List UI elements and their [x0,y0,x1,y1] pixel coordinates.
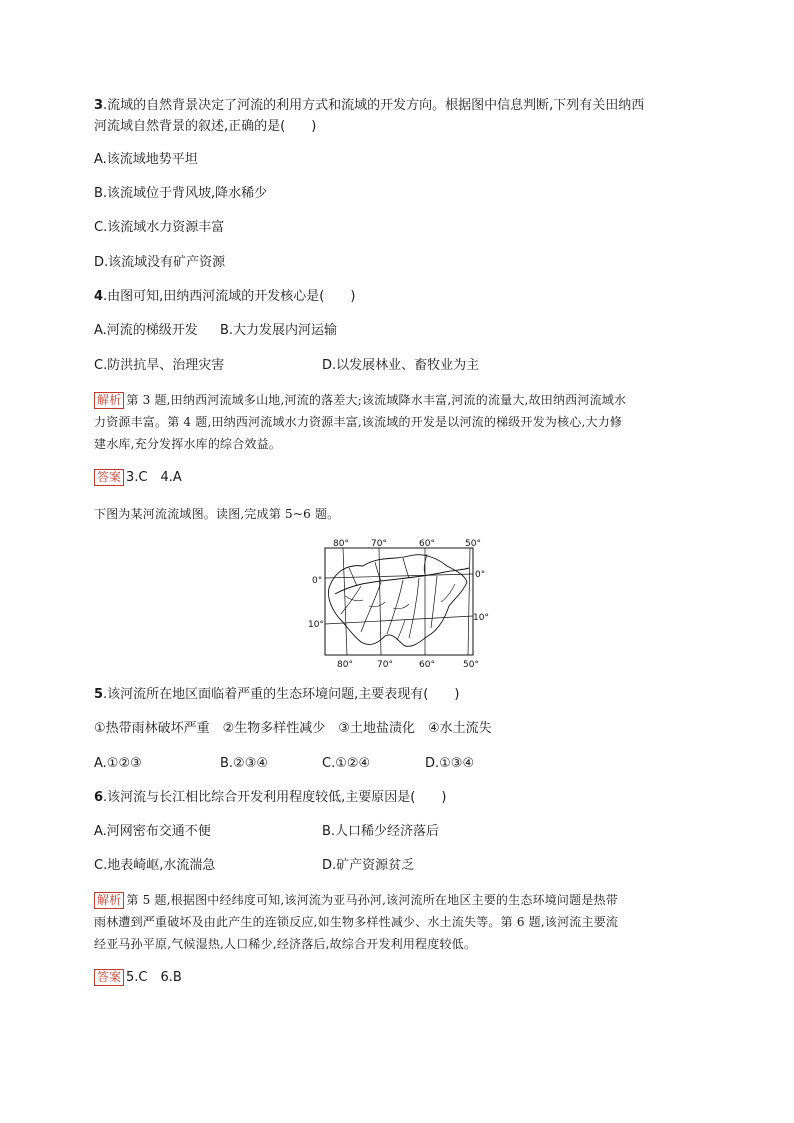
explanation-tag: 解析 [94,392,124,409]
tributary [431,576,437,628]
q6-number: 6 [94,790,104,805]
q4-stem-text: .由图可知,田纳西河流域的开发核心是( ) [103,289,356,304]
tributary [387,580,403,634]
q5-option-b: B.②③④ [220,756,269,771]
explanation-1-line1 [94,391,626,409]
top-label-70: 70° [371,539,387,549]
top-label-50: 50° [465,539,481,549]
q5-number: 5 [94,687,104,702]
q5-stem-text: .该河流所在地区面临着严重的生态环境问题,主要表现有( ) [103,687,460,702]
explanation-1-line2: 力资源丰富。第 4 题,田纳西河流域水力资源丰富,该流域的开发是以河流的梯级开发为核心,大力修 [94,415,623,429]
top-label-80: 80° [333,539,349,549]
tributary [424,554,427,574]
q4-stem [94,288,355,306]
q3-option-a: A.该流域地势平坦 [94,152,198,167]
explanation-1-text: 第 3 题,田纳西河流域多山地,河流的落差大;该流域降水丰富,河流的流量大,故田纳西河流域水 [126,393,627,407]
right-label-10: 10° [473,613,489,623]
q6-option-c: C.地表崎岖,水流湍急 [94,858,216,873]
meridian-50 [468,548,470,655]
bottom-label-50: 50° [463,660,479,670]
q3-option-b: B.该流域位于背风坡,降水稀少 [94,186,268,201]
parallel-10s [325,616,473,624]
answer-1-text: 3.C 4.A [126,470,182,485]
tributary [375,562,381,581]
q5-items: ①热带雨林破坏严重 ②生物多样性减少 ③土地盐渍化 ④水土流失 [94,721,492,736]
answer-tag: 答案 [94,969,124,986]
q5-option-a: A.①②③ [94,756,142,771]
q4-option-b: B.大力发展内河运输 [220,323,338,338]
left-label-10: 10° [308,620,324,630]
explanation-tag: 解析 [94,892,124,909]
river-basin-map [305,536,495,670]
bottom-label-60: 60° [419,660,435,670]
q4-option-a: A.河流的梯级开发 [94,323,198,338]
q5-stem [94,686,459,704]
explanation-1-line3: 建水库,充分发挥水库的综合效益。 [94,437,282,451]
q5-option-d: D.①③④ [425,756,475,771]
meridian-70 [379,548,381,655]
answer-tag: 答案 [94,469,124,486]
answer-2-text: 5.C 6.B [126,970,182,985]
right-label-0: 0° [475,570,486,580]
tributary [403,558,409,578]
explanation-2-text: 第 5 题,根据图中经纬度可知,该河流为亚马孙河,该河流所在地区主要的生态环境问题是热带 [126,893,618,907]
q6-option-d: D.矿产资源贫乏 [322,858,415,873]
q3-stem-line2: 河流域自然背景的叙述,正确的是( ) [94,119,317,134]
q6-stem [94,789,446,807]
q3-number: 3 [94,98,104,113]
meridian-80 [343,548,347,655]
q4-number: 4 [94,289,104,304]
top-label-60: 60° [419,539,435,549]
answer-1 [94,469,182,487]
explanation-2-line2: 雨林遭到严重破坏及由此产生的连锁反应,如生物多样性减少、水土流失等。第 6 题,该河流主要流 [94,915,619,929]
q4-option-d: D.以发展林业、畜牧业为主 [322,358,480,373]
bottom-label-70: 70° [377,660,393,670]
left-label-0: 0° [312,576,323,586]
tributary [361,582,381,632]
q3-stem-text: .流域的自然背景决定了河流的利用方式和流域的开发方向。根据图中信息判断,下列有关田纳西 [103,98,645,113]
q6-option-a: A.河网密布交通不便 [94,824,211,839]
q3-option-d: D.该流域没有矿产资源 [94,255,226,270]
q4-option-c: C.防洪抗旱、治理灾害 [94,358,225,373]
q3-option-c: C.该流域水力资源丰富 [94,220,225,235]
tributary [441,584,455,602]
q6-option-b: B.人口稀少经济落后 [322,824,440,839]
tributary [409,578,419,638]
tributary [341,586,361,614]
q3-stem-line1 [94,97,644,115]
explanation-2-line1 [94,891,618,909]
map-intro: 下图为某河流流域图。读图,完成第 5~6 题。 [94,507,340,521]
map-frame [325,548,473,655]
bottom-label-80: 80° [337,660,353,670]
explanation-2-line3: 经亚马孙平原,气候湿热,人口稀少,经济落后,故综合开发利用程度较低。 [94,937,477,951]
equator [325,574,473,578]
q6-stem-text: .该河流与长江相比综合开发利用程度较低,主要原因是( ) [103,790,447,805]
q5-option-c: C.①②④ [322,756,371,771]
tributary [397,620,405,640]
answer-2 [94,969,182,987]
